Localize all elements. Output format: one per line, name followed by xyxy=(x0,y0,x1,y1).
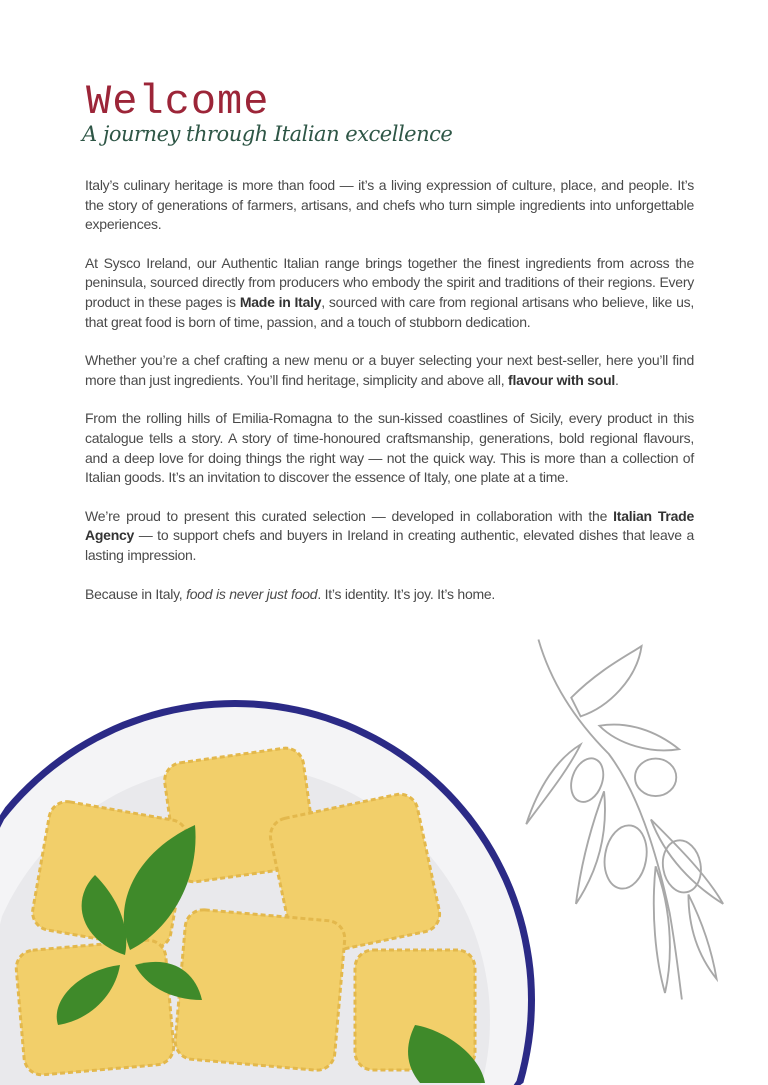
paragraph xyxy=(85,254,694,332)
text-segment: . xyxy=(615,371,619,388)
olive-branch-illustration xyxy=(515,622,740,1017)
text-segment: At Sysco Ireland, our Authentic Italian range brings together the finest ingredients from across the peninsula, sourced directly from producers who embody the spirit and traditions of their regions. Every product in these pages is xyxy=(85,254,694,310)
ravioli xyxy=(174,908,346,1071)
page-subtitle: A journey through Italian excellence xyxy=(82,122,453,146)
text-segment: Whether you’re a chef crafting a new menu or a buyer selecting your next best-seller, here you’ll find more than just ingredients. You’ll find heritage, simplicity and above all, xyxy=(85,352,694,388)
text-segment: , sourced with care from regional artisans who believe, like us, that great food is born of time, passion, and a touch of stubborn dedication. xyxy=(85,293,694,330)
page-title: Welcome xyxy=(86,78,270,126)
text-segment: Because in Italy, xyxy=(85,585,187,602)
italic-text: food is never just food xyxy=(186,585,318,602)
body-text xyxy=(85,176,694,623)
bold-text: Italian Trade Agency xyxy=(85,507,694,544)
paragraph xyxy=(85,585,694,605)
text-segment: We’re proud to present this curated selection — developed in collaboration with the xyxy=(85,507,614,524)
text-segment: Italy’s culinary heritage is more than food — it’s a living expression of culture, place, and people. It’s the story of generations of farmers, artisans, and chefs who turn simple ingredients into unforgettable experiences. xyxy=(85,177,694,233)
paragraph xyxy=(85,176,694,235)
paragraph xyxy=(85,351,694,390)
text-segment: From the rolling hills of Emilia-Romagna to the sun-kissed coastlines of Sicily, every product in this catalogue tells a story. A story of time-honoured craftsmanship, generations, bold regional flavours, and a deep love for doing things the right way — not the quick way. This is more than a collection of Italian goods. It’s an invitation to discover the essence of Italy, one plate at a time. xyxy=(85,410,694,486)
text-segment: — to support chefs and buyers in Ireland in creating authentic, elevated dishes that leave a lasting impression. xyxy=(85,527,694,563)
bold-text: Made in Italy xyxy=(239,293,322,310)
bold-text: flavour with soul xyxy=(508,371,616,388)
text-segment: . It’s identity. It’s joy. It’s home. xyxy=(317,585,496,602)
paragraph xyxy=(85,409,694,487)
ravioli-bowl-photo xyxy=(0,700,540,1085)
paragraph xyxy=(85,507,694,566)
